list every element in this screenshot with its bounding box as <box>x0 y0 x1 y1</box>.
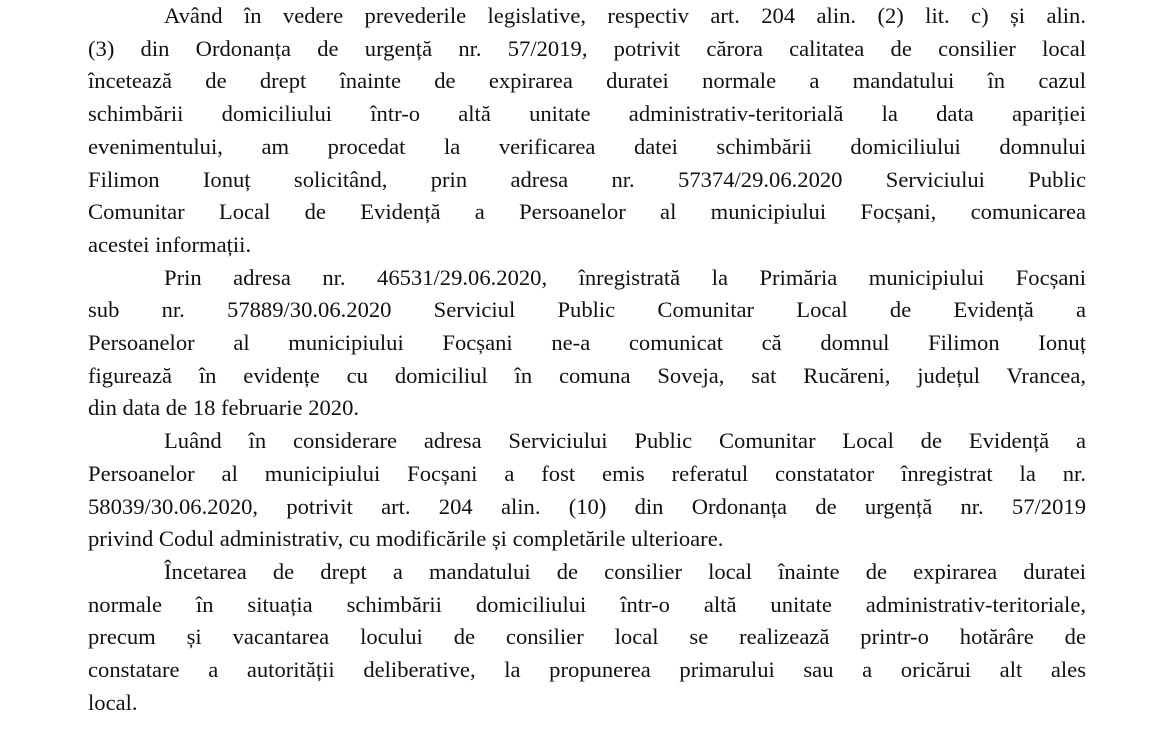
text-line: Comunitar Local de Evidență a Persoanelor al municipiului Focșani, comunicarea <box>88 199 1086 225</box>
text-line: încetează de drept înainte de expirarea duratei normale a mandatului în cazul <box>88 68 1086 94</box>
text-line: Având în vedere prevederile legislative, respectiv art. 204 alin. (2) lit. c) și alin. <box>164 3 1086 28</box>
text-line: privind Codul administrativ, cu modificările și completările ulterioare. <box>88 526 724 552</box>
text-line: figurează în evidențe cu domiciliul în comuna Soveja, sat Rucăreni, județul Vrancea, <box>88 362 1086 388</box>
text-line: evenimentului, am procedat la verificarea datei schimbării domiciliului domnului <box>88 133 1086 159</box>
text-line: Filimon Ionuț solicitând, prin adresa nr. 57374/29.06.2020 Serviciului Public <box>88 166 1086 192</box>
text-line: Luând în considerare adresa Serviciului Public Comunitar Local de Evidență a <box>164 428 1086 454</box>
text-line: normale în situația schimbării domiciliului într-o altă unitate administrativ-teritoriale, <box>88 591 1086 617</box>
text-line: sub nr. 57889/30.06.2020 Serviciul Public Comunitar Local de Evidență a <box>88 297 1086 323</box>
text-line: (3) din Ordonanța de urgență nr. 57/2019, potrivit cărora calitatea de consilier local <box>88 35 1086 61</box>
text-line: local. <box>88 689 138 715</box>
paragraph-4 <box>88 556 1086 720</box>
paragraph-1 <box>88 0 1086 262</box>
paragraph-2 <box>88 262 1086 426</box>
text-line: Încetarea de drept a mandatului de consilier local înainte de expirarea duratei <box>164 558 1086 584</box>
paragraph-3 <box>88 425 1086 556</box>
text-line: constatare a autorității deliberative, la propunerea primarului sau a oricărui alt ales <box>88 657 1086 683</box>
text-line: precum și vacantarea locului de consilier local se realizează printr-o hotărâre de <box>88 624 1086 650</box>
text-line: Persoanelor al municipiului Focșani ne-a comunicat că domnul Filimon Ionuț <box>88 330 1086 356</box>
text-line: acestei informații. <box>88 231 252 257</box>
text-line: 58039/30.06.2020, potrivit art. 204 alin. (10) din Ordonanța de urgență nr. 57/2019 <box>88 493 1086 519</box>
text-line: schimbării domiciliului într-o altă unitate administrativ-teritorială la data apariției <box>88 101 1086 127</box>
text-line: din data de 18 februarie 2020. <box>88 395 360 421</box>
text-line: Prin adresa nr. 46531/29.06.2020, înregistrată la Primăria municipiului Focșani <box>164 264 1086 290</box>
document-body <box>88 0 1086 719</box>
text-line: Persoanelor al municipiului Focșani a fost emis referatul constatator înregistrat la nr. <box>88 460 1086 486</box>
